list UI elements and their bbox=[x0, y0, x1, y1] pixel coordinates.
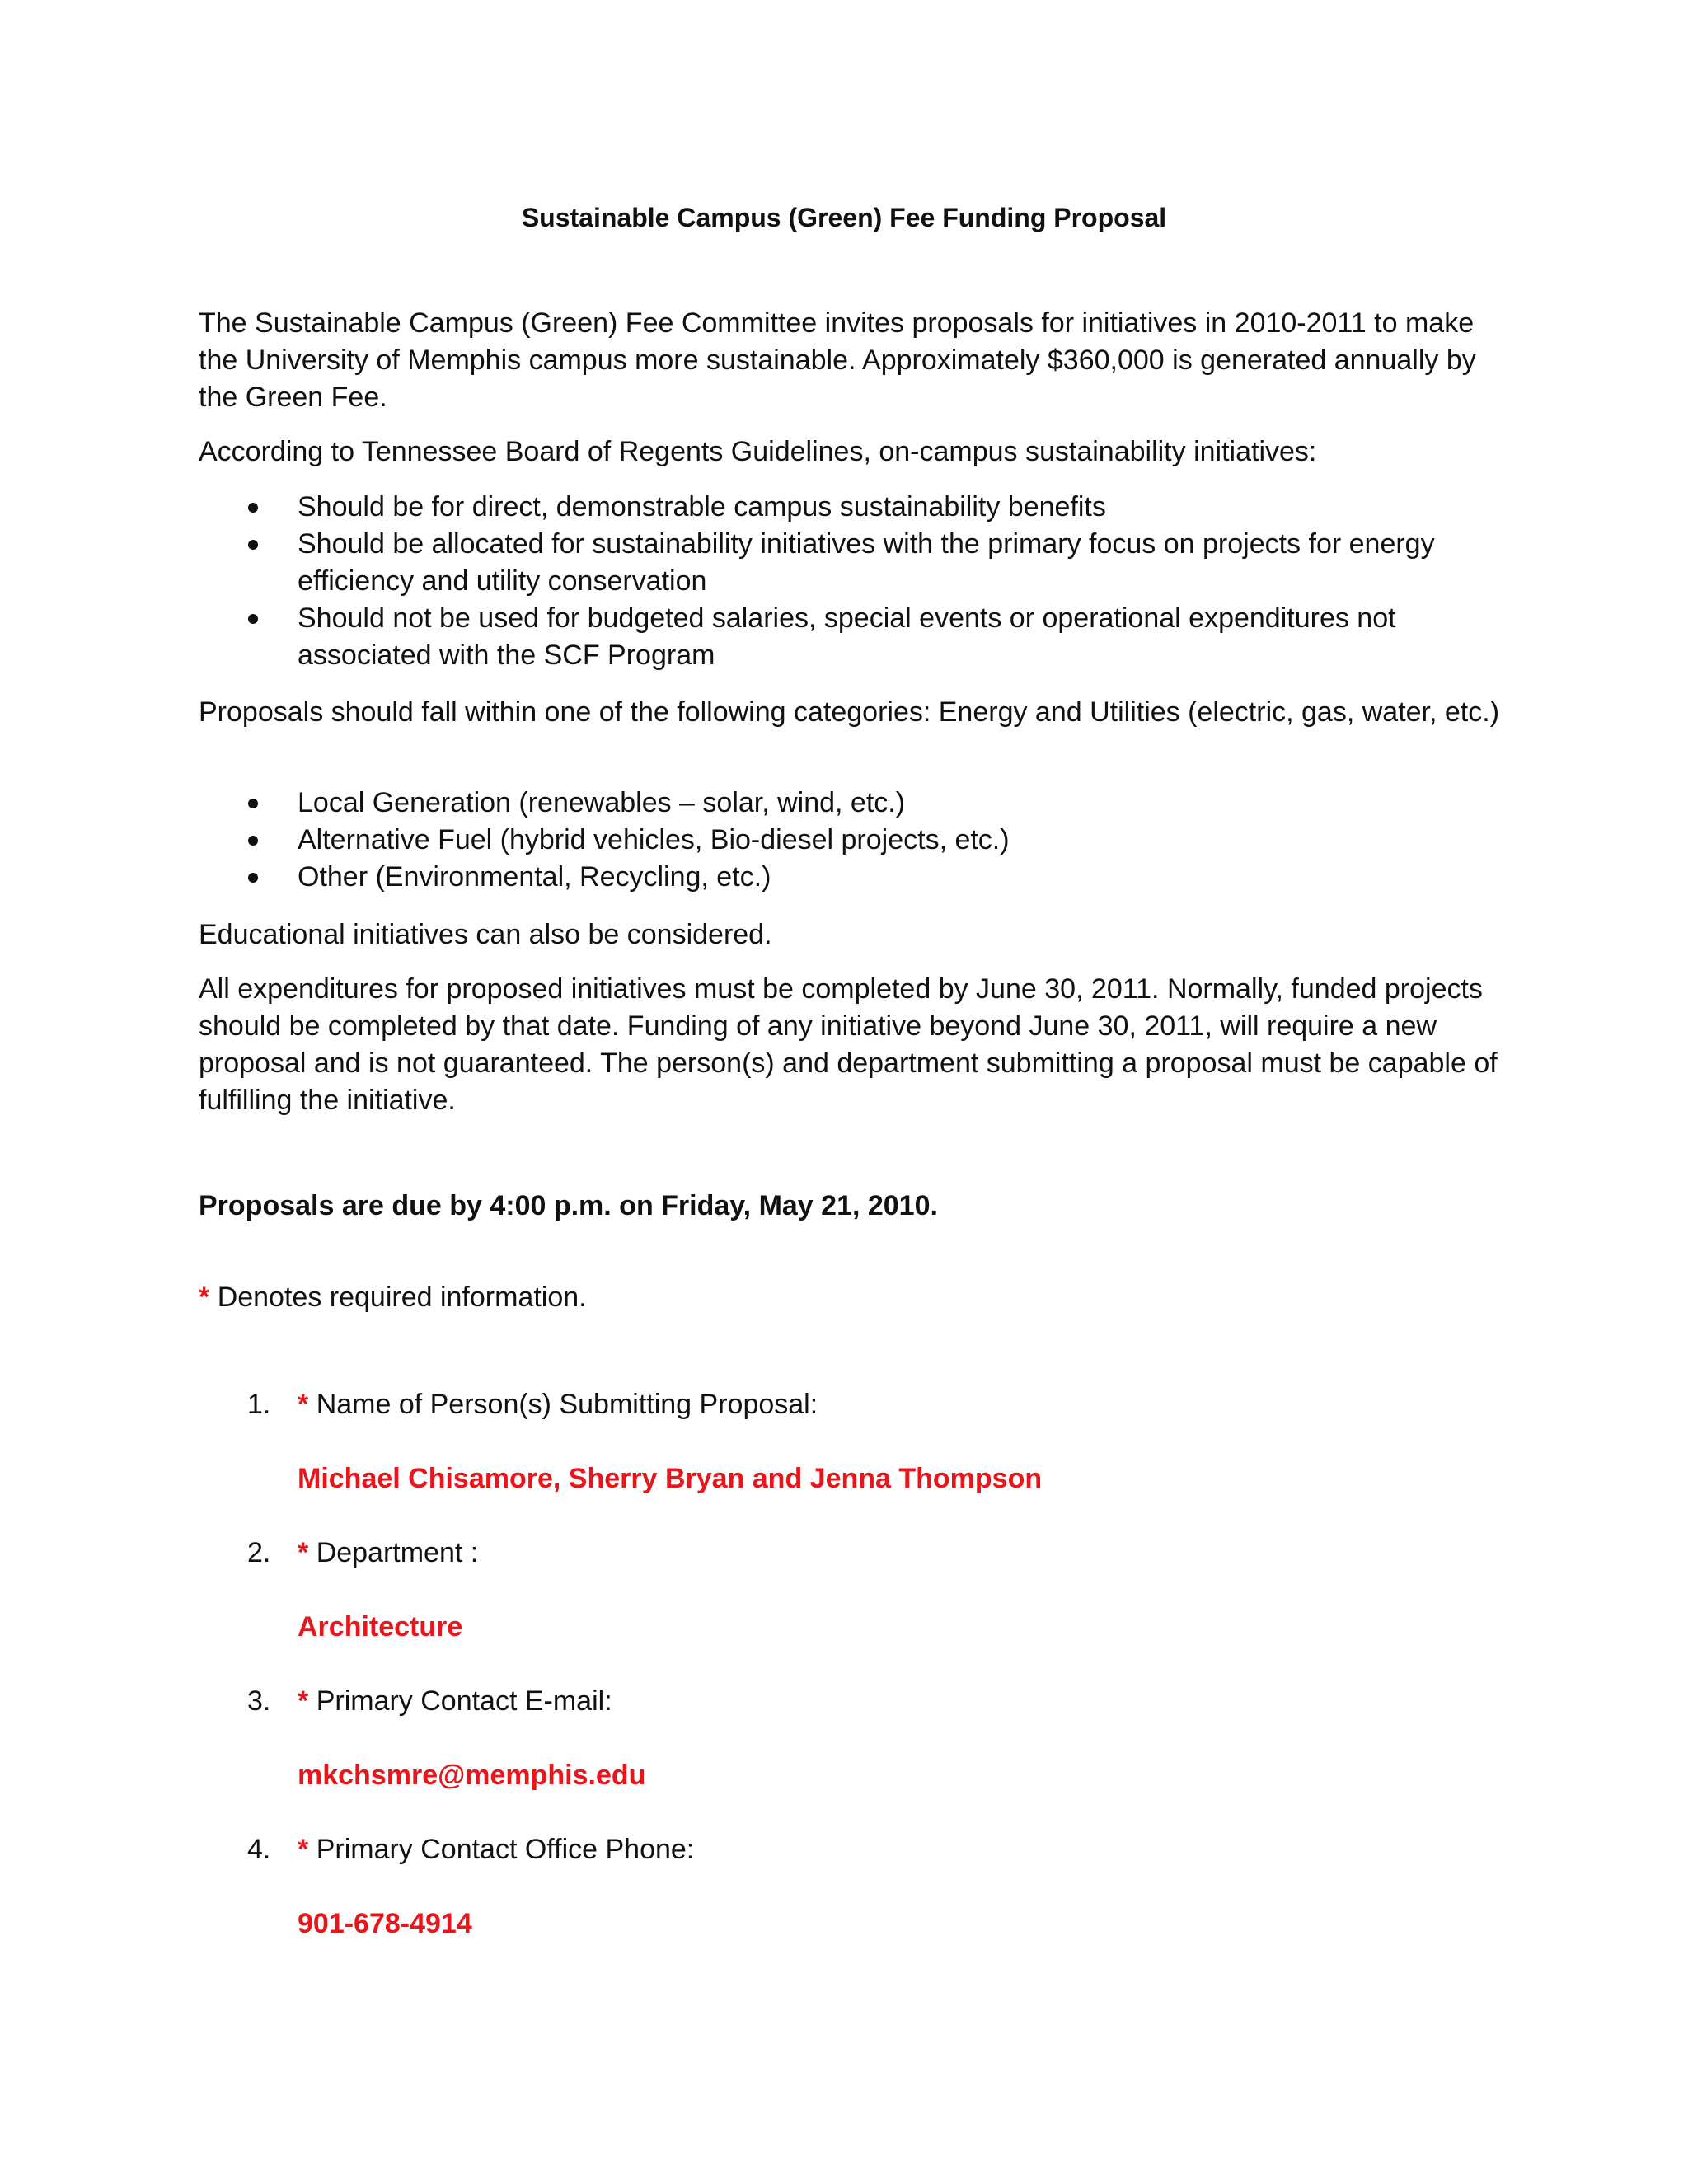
list-item: Alternative Fuel (hybrid vehicles, Bio-diesel projects, etc.) bbox=[199, 822, 1501, 859]
bullet-icon bbox=[248, 799, 258, 808]
answer-department-field[interactable]: Architecture bbox=[298, 1611, 463, 1643]
question-number: 1. bbox=[247, 1389, 271, 1420]
question-number: 4. bbox=[247, 1834, 271, 1865]
list-item: Should be allocated for sustainability initiatives with the primary focus on projects for energy efficiency and utility conservation bbox=[199, 526, 1501, 600]
bullet-icon bbox=[248, 614, 258, 624]
required-note: Denotes required information. bbox=[217, 1282, 587, 1313]
document-title: Sustainable Campus (Green) Fee Funding Proposal bbox=[521, 203, 1167, 232]
required-star-icon: * bbox=[298, 1389, 309, 1420]
bullet-icon bbox=[248, 836, 258, 846]
intro-paragraph: The Sustainable Campus (Green) Fee Committee invites proposals for initiatives in 2010-2011 to make the University of Memphis campus more sustainable. Approximately $360,000 is generated annually by the Green Fee. bbox=[199, 307, 1476, 413]
question-label: * Primary Contact Office Phone: bbox=[298, 1834, 695, 1865]
answer-email-field[interactable]: mkchsmre@memphis.edu bbox=[298, 1760, 646, 1791]
question-label: * Primary Contact E-mail: bbox=[298, 1685, 612, 1717]
required-legend bbox=[199, 1279, 1501, 1316]
list-item: Local Generation (renewables – solar, wind, etc.) bbox=[199, 785, 1501, 822]
guidelines-lead: According to Tennessee Board of Regents Guidelines, on-campus sustainability initiatives: bbox=[199, 436, 1317, 467]
required-star-icon: * bbox=[298, 1537, 309, 1568]
required-star-icon: * bbox=[298, 1685, 309, 1717]
expenditures-paragraph: All expenditures for proposed initiatives must be completed by June 30, 2011. Normally, funded projects should be completed by that date. Funding of any initiative beyond June 30, 2011, will require a new proposal and is not guaranteed. The person(s) and department submitting a proposal must be capable of fulfilling the initiative. bbox=[199, 973, 1498, 1116]
educational-note: Educational initiatives can also be considered. bbox=[199, 919, 772, 950]
bullet-icon bbox=[248, 503, 258, 513]
due-date-notice: Proposals are due by 4:00 p.m. on Friday, May 21, 2010. bbox=[199, 1190, 938, 1221]
categories-lead: Proposals should fall within one of the following categories: Energy and Utilities (electric, gas, water, etc.) bbox=[199, 696, 1500, 728]
answer-name-field[interactable]: Michael Chisamore, Sherry Bryan and Jenna Thompson bbox=[298, 1463, 1043, 1494]
guidelines-list bbox=[199, 489, 1501, 674]
question-number: 3. bbox=[247, 1685, 271, 1717]
required-star-icon: * bbox=[199, 1282, 210, 1313]
question-label: * Department : bbox=[298, 1537, 479, 1568]
answer-phone-field[interactable]: 901-678-4914 bbox=[298, 1908, 472, 1939]
categories-list bbox=[199, 785, 1501, 896]
question-number: 2. bbox=[247, 1537, 271, 1568]
list-item: Should be for direct, demonstrable campus sustainability benefits bbox=[199, 489, 1501, 526]
bullet-icon bbox=[248, 540, 258, 550]
list-item: Should not be used for budgeted salaries, special events or operational expenditures not associated with the SCF Program bbox=[199, 600, 1501, 674]
list-item: Other (Environmental, Recycling, etc.) bbox=[199, 859, 1501, 896]
question-label: * Name of Person(s) Submitting Proposal: bbox=[298, 1389, 818, 1420]
bullet-icon bbox=[248, 873, 258, 883]
required-star-icon: * bbox=[298, 1834, 309, 1865]
